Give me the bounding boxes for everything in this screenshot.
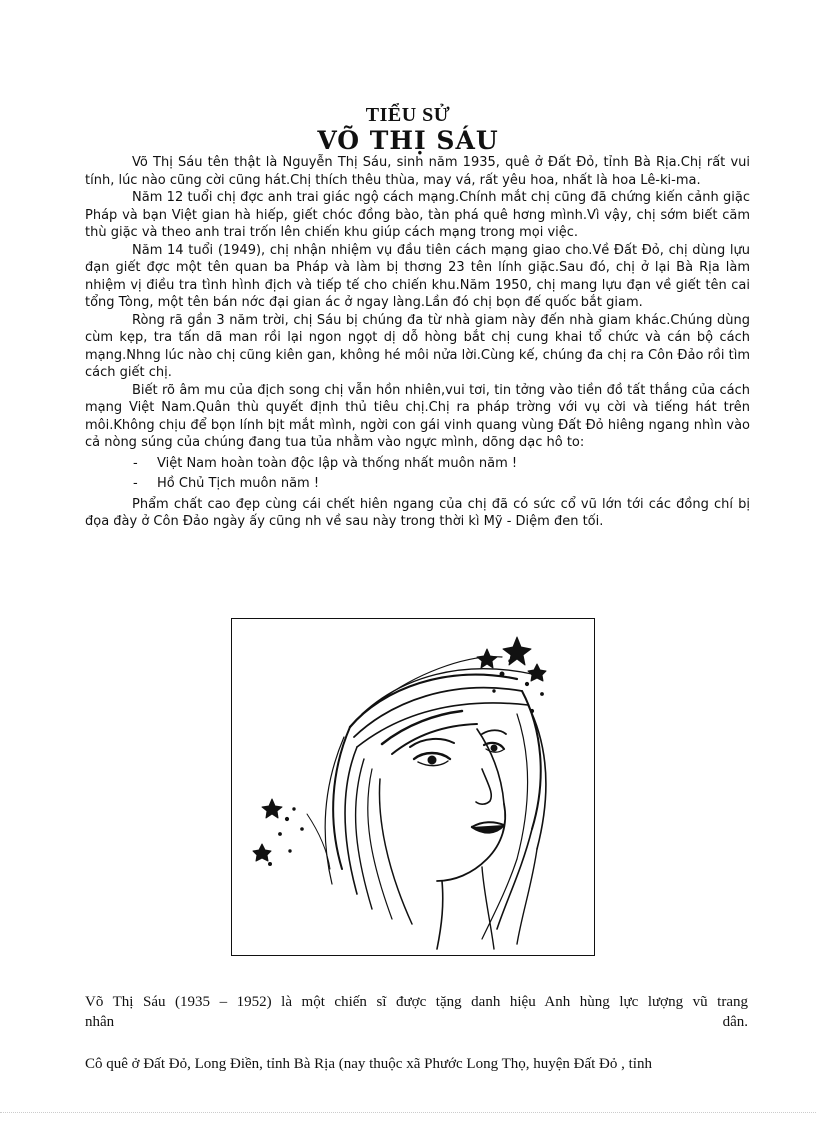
bio-paragraph-2: Cô quê ở Đất Đỏ, Long Điền, tỉnh Bà Rịa (nay thuộc xã Phước Long Thọ, huyện Đất Đỏ , tỉnh [85, 1056, 652, 1072]
bio-line-1: Võ Thị Sáu (1935 – 1952) là một chiến sĩ được tặng danh hiệu Anh hùng lực lượng vũ trang [85, 994, 748, 1010]
bullet-dash: - [133, 476, 138, 491]
portrait-illustration-icon [232, 619, 593, 954]
heading-bio-label: TIỂU SỬ [365, 104, 451, 126]
paragraph-4: Ròng rã gần 3 năm trời, chị Sáu bị chúng đa từ nhà giam này đến nhà giam khác.Chúng dùng cùm kẹp, tra tấn dã man rồi lại ngon ngọt dị dỗ hòng bắt chị cung khai tổ chức và cán bộ cách mạng.Nhng lúc nào chị cũng kiên gan, không hé môi nửa lời.Cùng kế, chúng đa chị ra Côn Đảo rồi tìm cách giết chị. [85, 312, 750, 380]
slogan-item [85, 455, 750, 473]
bio-line-2 [85, 1012, 748, 1032]
paragraph-3: Năm 14 tuổi (1949), chị nhận nhiệm vụ đầu tiên cách mạng giao cho.Về Đất Đỏ, chị dùng lựu đạn giết đợc một tên quan ba Pháp và làm bị thơng 23 tên lính giặc.Sau đó, chị ở lại Bà Rịa làm nhiệm vị điều tra tình hình địch và tiếp tế cho chiến khu.Năm 1950, chị mang lựu đạn về giết tên cai tổng Tòng, một tên bán nớc đại gian ác ở ngay làng.Lần đó chị bọn đế quốc bắt giam. [85, 242, 750, 310]
paragraph-2: Năm 12 tuổi chị đợc anh trai giác ngộ cách mạng.Chính mắt chị cũng đã chứng kiến cảnh giặc Pháp và bạn Việt gian hà hiếp, giết chóc đồng bào, tàn phá quê hơng mình.Vì vậy, chị sớm biết căm thù giặc và theo anh trai trốn lên chiến khu giúp cách mạng trong mọi việc. [85, 190, 750, 240]
slogan-item [85, 475, 750, 493]
slogan-text: Hồ Chủ Tịch muôn năm ! [157, 476, 320, 491]
portrait-frame [231, 618, 595, 956]
page-bottom-rule [0, 1112, 816, 1113]
bullet-dash: - [133, 455, 138, 471]
heading-name: VÕ THỊ SÁU [317, 126, 499, 155]
paragraph-1: Võ Thị Sáu tên thật là Nguyễn Thị Sáu, sinh năm 1935, quê ở Đất Đỏ, tỉnh Bà Rịa.Chị rất vui tính, lúc nào cũng cời cũng hát.Chị thích thêu thùa, may vá, rất yêu hoa, nhất là hoa Lê-ki-ma. [85, 155, 750, 188]
bio-line-2-end: dân. [722, 1014, 748, 1030]
bio-paragraph-1 [85, 992, 748, 1032]
biography-body [85, 154, 750, 531]
slogan-text: Việt Nam hoàn toàn độc lập và thống nhất muôn năm ! [157, 455, 518, 471]
bio-line-2-start: nhân [85, 1014, 115, 1030]
closing-paragraph: Phẩm chất cao đẹp cùng cái chết hiên ngang của chị đã có sức cổ vũ lớn tới các đồng chí bị đọa đày ở Côn Đảo ngày ấy cũng nh về sau này trong thời kì Mỹ - Diệm đen tối. [85, 496, 750, 529]
paragraph-5: Biết rõ âm mu của địch song chị vẫn hồn nhiên,vui tơi, tin tởng vào tiền đồ tất thắng của cách mạng Việt Nam.Quân thù quyết định thủ tiêu chị.Chị ra pháp trờng với vụ cời và tiếng hát trên môi.Không chịu để bọn lính bịt mắt mình, ngời con gái vinh quang vùng Đất Đỏ hiêng ngang nhìn vào cả nòng súng của chúng đang tua tủa nhằm vào ngực mình, dõng dạc hô to: [85, 382, 750, 450]
